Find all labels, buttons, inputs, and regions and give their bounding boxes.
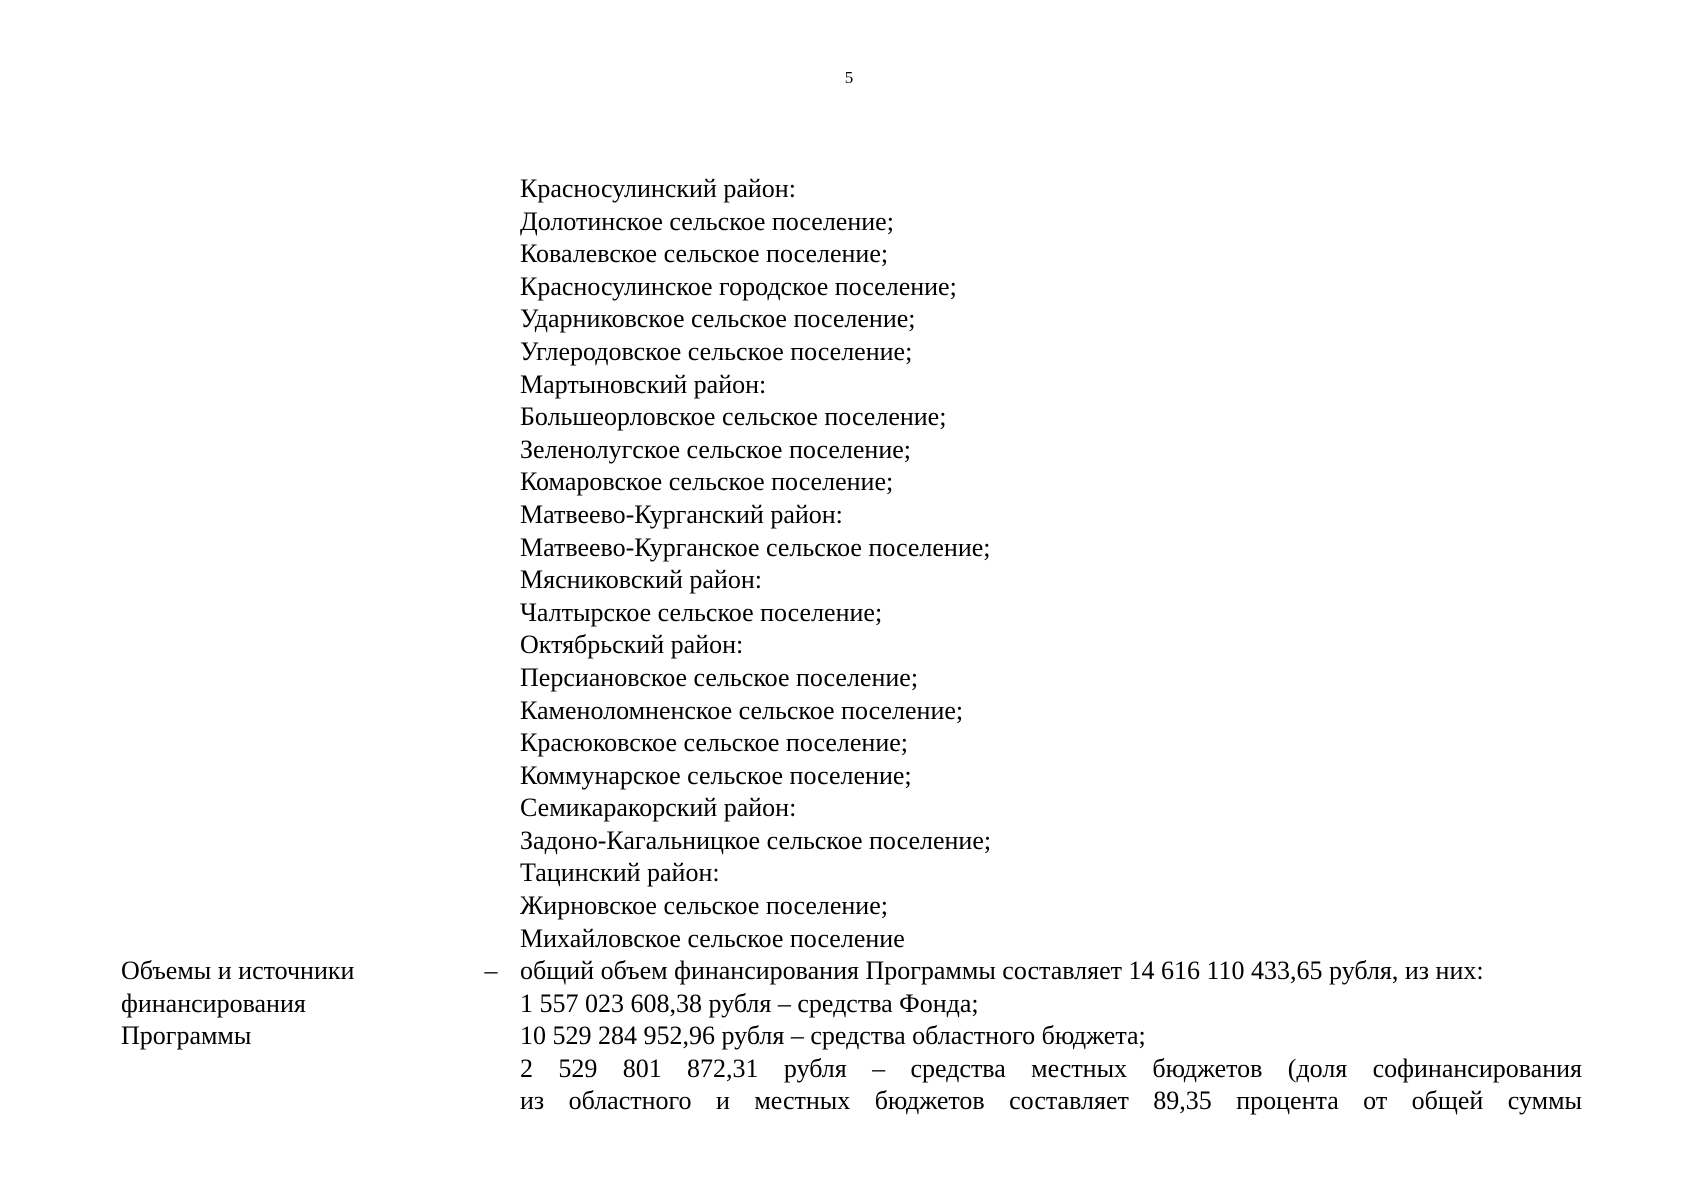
list-item: Октябрьский район:	[520, 630, 744, 660]
list-item: Долотинское сельское поселение;	[520, 206, 894, 236]
list-item: Чалтырское сельское поселение;	[520, 597, 883, 627]
municipality-list	[520, 173, 1620, 955]
list-item: Задоно-Кагальницкое сельское поселение;	[520, 825, 992, 855]
financing-label	[121, 955, 421, 1053]
financing-label-line: Объемы и источники	[121, 956, 355, 985]
list-item: Коммунарское сельское поселение;	[520, 760, 912, 790]
list-item: Красносулинское городское поселение;	[520, 271, 957, 301]
financing-line: 10 529 284 952,96 рубля – средства областного бюджета;	[520, 1021, 1146, 1051]
list-item: Зеленолугское сельское поселение;	[520, 434, 912, 464]
financing-body	[520, 955, 1582, 1118]
financing-dash: –	[484, 956, 498, 985]
list-item: Матвеево-Курганское сельское поселение;	[520, 532, 991, 562]
list-item: Ковалевское сельское поселение;	[520, 239, 889, 269]
list-item: Ударниковское сельское поселение;	[520, 304, 916, 334]
list-item: Жирновское сельское поселение;	[520, 891, 888, 921]
list-item: Красюковское сельское поселение;	[520, 728, 908, 758]
list-item: Матвеево-Курганский район:	[520, 499, 843, 529]
list-item: Углеродовское сельское поселение;	[520, 336, 913, 366]
list-item: Семикаракорский район:	[520, 793, 797, 823]
financing-label-line: Программы	[121, 1021, 252, 1051]
financing-line: из областного и местных бюджетов составляет 89,35 процента от общей суммы	[520, 1086, 1582, 1116]
page-number: 5	[844, 68, 854, 87]
list-item: Каменоломненское сельское поселение;	[520, 695, 964, 725]
list-item: Тацинский район:	[520, 858, 720, 888]
list-item: Мартыновский район:	[520, 369, 767, 399]
list-item: Красносулинский район:	[520, 174, 796, 203]
financing-label-line: финансирования	[121, 988, 306, 1018]
financing-line: 1 557 023 608,38 рубля – средства Фонда;	[520, 988, 979, 1018]
list-item: Михайловское сельское поселение	[520, 923, 905, 953]
financing-line: общий объем финансирования Программы составляет 14 616 110 433,65 рубля, из них:	[520, 956, 1484, 985]
list-item: Большеорловское сельское поселение;	[520, 402, 947, 432]
list-item: Комаровское сельское поселение;	[520, 467, 894, 497]
list-item: Мясниковский район:	[520, 565, 762, 595]
list-item: Персиановское сельское поселение;	[520, 662, 919, 692]
financing-line: 2 529 801 872,31 рубля – средства местных бюджетов (доля софинансирования	[520, 1053, 1582, 1083]
